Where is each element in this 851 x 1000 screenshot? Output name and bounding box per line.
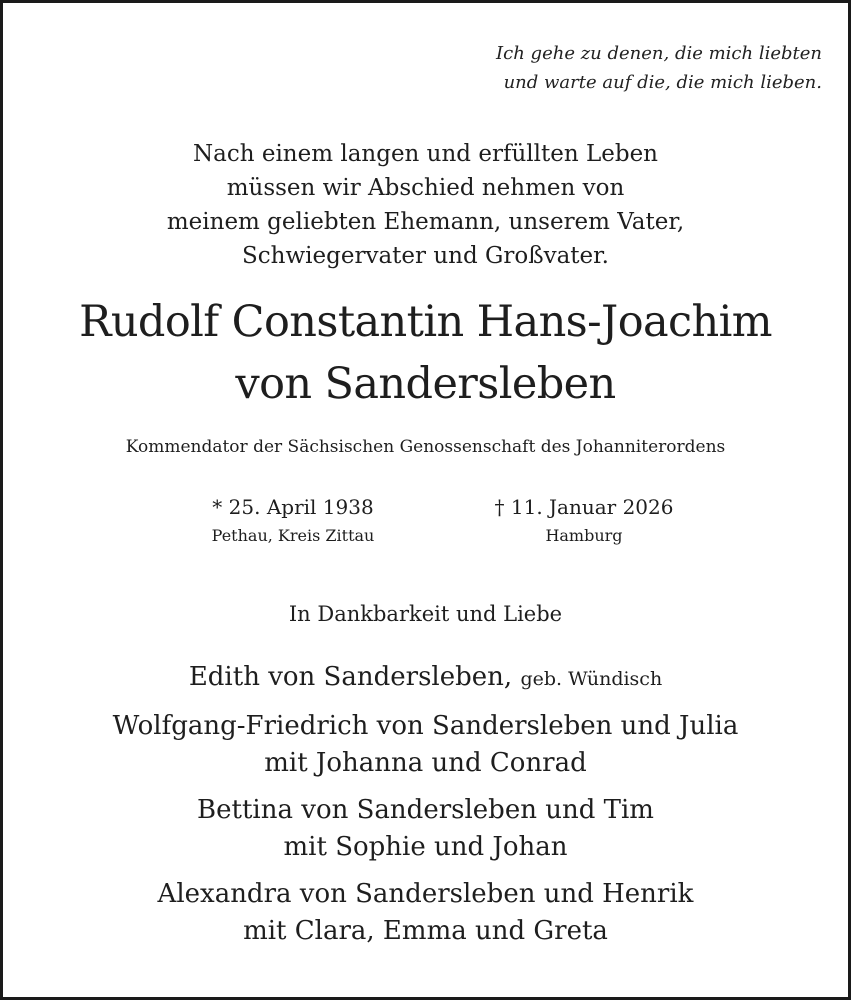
mourner-group-3-line-2: mit Clara, Emma und Greta	[243, 916, 608, 946]
death-info	[424, 493, 744, 551]
deceased-name-line-2: von Sandersleben	[235, 359, 616, 409]
motto-line-2: und warte auf die, die mich lieben.	[503, 72, 822, 93]
motto-quote	[496, 39, 822, 97]
mourner-group-1	[3, 708, 848, 782]
birth-date: * 25. April 1938	[212, 495, 374, 519]
intro-line-2: müssen wir Abschied nehmen von	[226, 175, 625, 201]
mourner-group-2	[3, 792, 848, 866]
death-date: † 11. Januar 2026	[494, 495, 674, 519]
intro-line-3: meinem geliebten Ehemann, unserem Vater,	[166, 209, 685, 235]
deceased-name-line-1: Rudolf Constantin Hans-Joachim	[79, 297, 772, 347]
spouse-name: Edith von Sandersleben,	[188, 662, 513, 692]
mourner-group-3-line-1: Alexandra von Sandersleben und Henrik	[157, 879, 694, 909]
death-place: Hamburg	[545, 526, 623, 545]
deceased-name	[3, 291, 848, 415]
mourner-group-1-line-2: mit Johanna und Conrad	[264, 748, 587, 778]
intro-text	[3, 137, 848, 273]
mourner-spouse	[3, 659, 848, 698]
thanks-text: In Dankbarkeit und Liebe	[288, 602, 563, 626]
mourner-group-2-line-2: mit Sophie und Johan	[283, 832, 568, 862]
deceased-title-text: Kommendator der Sächsischen Genossenschaft des Johanniterordens	[125, 437, 726, 457]
intro-line-1: Nach einem langen und erfüllten Leben	[192, 141, 658, 167]
motto-line-1: Ich gehe zu denen, die mich liebten	[496, 43, 822, 64]
thanks-line	[3, 598, 848, 630]
intro-line-4: Schwiegervater und Großvater.	[242, 243, 609, 269]
life-dates	[3, 493, 848, 563]
mourner-group-3	[3, 876, 848, 950]
spouse-maiden-name: geb. Wündisch	[520, 668, 663, 690]
mourners-list	[3, 659, 848, 960]
mourner-group-2-line-1: Bettina von Sandersleben und Tim	[197, 795, 654, 825]
birth-info	[133, 493, 453, 551]
deceased-title	[3, 435, 848, 459]
birth-place: Pethau, Kreis Zittau	[211, 526, 375, 545]
mourner-group-1-line-1: Wolfgang-Friedrich von Sandersleben und Julia	[112, 711, 739, 741]
